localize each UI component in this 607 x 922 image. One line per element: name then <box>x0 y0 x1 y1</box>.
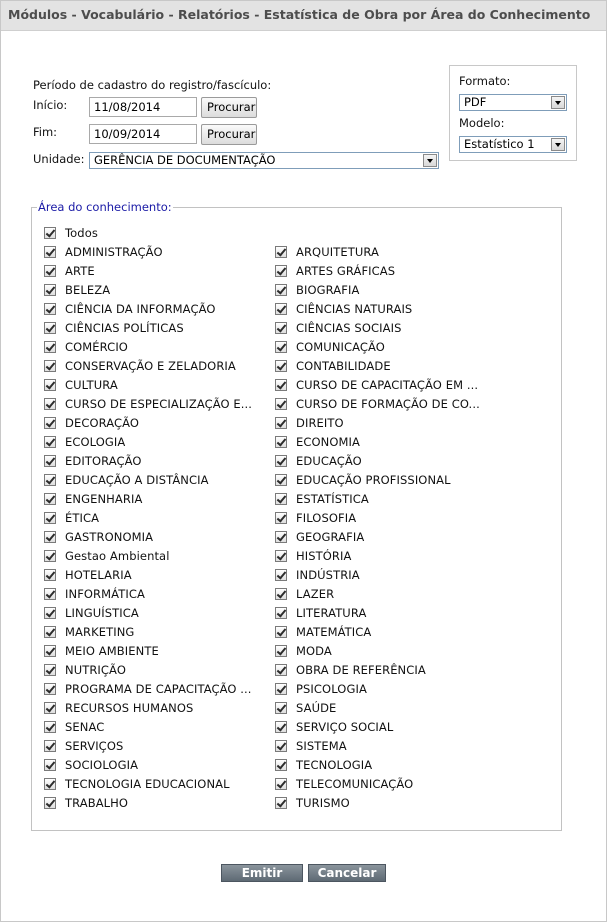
checkbox-area-right-9[interactable] <box>275 415 344 430</box>
checkbox-area-left-9[interactable] <box>44 415 139 430</box>
checkbox-checked-icon[interactable] <box>44 626 56 638</box>
checkbox-area-left-6[interactable] <box>44 358 236 373</box>
checkbox-area-right-26[interactable] <box>275 738 347 753</box>
checkbox-checked-icon[interactable] <box>44 759 56 771</box>
checkbox-area-right-10[interactable] <box>275 434 360 449</box>
procurar-fim-button[interactable]: Procurar <box>201 124 257 145</box>
checkbox-checked-icon[interactable] <box>275 759 287 771</box>
checkbox-area-left-29[interactable] <box>44 795 128 810</box>
checkbox-area-left-20[interactable] <box>44 624 134 639</box>
formato-label: Formato: <box>459 74 511 88</box>
periodo-label: Período de cadastro do registro/fascículo: <box>33 78 272 92</box>
checkbox-checked-icon[interactable] <box>275 607 287 619</box>
checkbox-checked-icon[interactable] <box>275 645 287 657</box>
checkbox-checked-icon[interactable] <box>44 607 56 619</box>
checkbox-label: SOCIOLOGIA <box>65 757 139 772</box>
checkbox-checked-icon[interactable] <box>44 569 56 581</box>
emitir-button[interactable]: Emitir <box>221 864 303 882</box>
checkbox-area-left-18[interactable] <box>44 586 145 601</box>
checkbox-checked-icon[interactable] <box>275 664 287 676</box>
checkbox-area-left-15[interactable] <box>44 529 153 544</box>
checkbox-label: PSICOLOGIA <box>296 681 367 696</box>
checkbox-area-left-23[interactable] <box>44 681 252 696</box>
checkbox-label: HISTÓRIA <box>296 548 352 563</box>
checkbox-area-right-17[interactable] <box>275 567 360 582</box>
checkbox-area-right-27[interactable] <box>275 757 372 772</box>
checkbox-area-left-13[interactable] <box>44 491 142 506</box>
checkbox-label: ÉTICA <box>65 510 100 525</box>
checkbox-checked-icon[interactable] <box>44 550 56 562</box>
checkbox-area-left-14[interactable] <box>44 510 99 525</box>
checkbox-label: MATEMÁTICA <box>296 624 372 639</box>
checkbox-area-right-24[interactable] <box>275 700 336 715</box>
checkbox-label: CURSO DE CAPACITAÇÃO EM ... <box>296 377 479 392</box>
checkbox-label: TECNOLOGIA <box>296 757 373 772</box>
checkbox-area-right-28[interactable] <box>275 776 413 791</box>
checkbox-label: TRABALHO <box>65 795 129 810</box>
checkbox-area-right-12[interactable] <box>275 472 451 487</box>
checkbox-checked-icon[interactable] <box>44 284 56 296</box>
checkbox-area-left-26[interactable] <box>44 738 123 753</box>
checkbox-area-left-2[interactable] <box>44 282 110 297</box>
checkbox-label: ARTE <box>65 263 95 278</box>
checkbox-checked-icon[interactable] <box>275 417 287 429</box>
checkbox-checked-icon[interactable] <box>44 531 56 543</box>
checkbox-area-left-24[interactable] <box>44 700 193 715</box>
checkbox-checked-icon[interactable] <box>275 455 287 467</box>
checkbox-label: OBRA DE REFERÊNCIA <box>296 662 426 677</box>
checkbox-checked-icon[interactable] <box>275 702 287 714</box>
checkbox-area-left-19[interactable] <box>44 605 139 620</box>
checkbox-checked-icon[interactable] <box>44 702 56 714</box>
checkbox-checked-icon[interactable] <box>44 455 56 467</box>
checkbox-label: LINGUÍSTICA <box>65 605 139 620</box>
checkbox-area-left-22[interactable] <box>44 662 126 677</box>
checkbox-checked-icon[interactable] <box>44 778 56 790</box>
checkbox-checked-icon[interactable] <box>44 512 56 524</box>
checkbox-label: CIÊNCIAS NATURAIS <box>296 301 413 316</box>
checkbox-area-right-3[interactable] <box>275 301 412 316</box>
checkbox-area-right-5[interactable] <box>275 339 385 354</box>
checkbox-area-right-13[interactable] <box>275 491 369 506</box>
checkbox-label: CONTABILIDADE <box>296 358 391 373</box>
checkbox-label: LITERATURA <box>296 605 367 620</box>
checkbox-label: COMÉRCIO <box>65 339 128 354</box>
checkbox-label: CIÊNCIAS POLÍTICAS <box>65 320 184 335</box>
checkbox-area-left-17[interactable] <box>44 567 132 582</box>
checkbox-area-left-10[interactable] <box>44 434 125 449</box>
modelo-select[interactable] <box>459 136 567 153</box>
checkbox-checked-icon[interactable] <box>44 379 56 391</box>
checkbox-checked-icon[interactable] <box>44 664 56 676</box>
cancelar-button[interactable]: Cancelar <box>308 864 386 882</box>
checkbox-label: EDUCAÇÃO <box>296 453 362 468</box>
unidade-select[interactable] <box>89 152 439 169</box>
checkbox-label: INFORMÁTICA <box>65 586 145 601</box>
checkbox-label: EDUCAÇÃO A DISTÂNCIA <box>65 472 209 487</box>
checkbox-checked-icon[interactable] <box>275 360 287 372</box>
checkbox-checked-icon[interactable] <box>275 626 287 638</box>
checkbox-checked-icon[interactable] <box>275 246 287 258</box>
checkbox-label: ENGENHARIA <box>65 491 143 506</box>
modelo-label: Modelo: <box>459 116 505 130</box>
fim-date-input[interactable] <box>89 124 197 144</box>
checkbox-label: GASTRONOMIA <box>65 529 154 544</box>
checkbox-checked-icon[interactable] <box>275 436 287 448</box>
checkbox-checked-icon[interactable] <box>275 550 287 562</box>
checkbox-label: SERVIÇO SOCIAL <box>296 719 394 734</box>
checkbox-label: TELECOMUNICAÇÃO <box>296 776 414 791</box>
checkbox-checked-icon[interactable] <box>275 721 287 733</box>
checkbox-area-right-11[interactable] <box>275 453 362 468</box>
checkbox-checked-icon[interactable] <box>275 493 287 505</box>
checkbox-label: FILOSOFIA <box>296 510 357 525</box>
chevron-down-icon <box>551 96 565 109</box>
checkbox-label: TURISMO <box>296 795 350 810</box>
inicio-label: Início: <box>33 98 68 112</box>
formato-select[interactable] <box>459 94 567 111</box>
checkbox-area-right-21[interactable] <box>275 643 332 658</box>
checkbox-checked-icon[interactable] <box>44 645 56 657</box>
checkbox-area-right-1[interactable] <box>275 263 395 278</box>
checkbox-checked-icon[interactable] <box>275 740 287 752</box>
fim-label: Fim: <box>33 125 58 139</box>
checkbox-label: CONSERVAÇÃO E ZELADORIA <box>65 358 236 373</box>
checkbox-area-left-16[interactable] <box>44 548 170 563</box>
modelo-select-value: Estatístico 1 <box>464 137 535 151</box>
checkbox-checked-icon[interactable] <box>275 569 287 581</box>
checkbox-area-left-3[interactable] <box>44 301 216 316</box>
checkbox-area-left-12[interactable] <box>44 472 209 487</box>
checkbox-area-right-6[interactable] <box>275 358 391 373</box>
checkbox-label: GEOGRAFIA <box>296 529 365 544</box>
checkbox-checked-icon[interactable] <box>275 398 287 410</box>
checkbox-checked-icon[interactable] <box>44 246 56 258</box>
checkbox-area-right-25[interactable] <box>275 719 393 734</box>
checkbox-label: NUTRIÇÃO <box>65 662 126 677</box>
checkbox-label: CIÊNCIAS SOCIAIS <box>296 320 402 335</box>
checkbox-area-left-5[interactable] <box>44 339 128 354</box>
checkbox-checked-icon[interactable] <box>44 341 56 353</box>
checkbox-checked-icon[interactable] <box>44 322 56 334</box>
checkbox-todos[interactable] <box>44 225 98 240</box>
checkbox-checked-icon[interactable] <box>44 721 56 733</box>
checkbox-area-right-18[interactable] <box>275 586 334 601</box>
unidade-label: Unidade: <box>33 152 85 166</box>
checkbox-checked-icon[interactable] <box>275 531 287 543</box>
checkbox-area-right-16[interactable] <box>275 548 351 563</box>
checkbox-label: SISTEMA <box>296 738 347 753</box>
checkbox-area-right-22[interactable] <box>275 662 426 677</box>
checkbox-area-left-27[interactable] <box>44 757 138 772</box>
checkbox-checked-icon[interactable] <box>275 341 287 353</box>
checkbox-area-right-20[interactable] <box>275 624 371 639</box>
checkbox-checked-icon[interactable] <box>275 474 287 486</box>
checkbox-label: RECURSOS HUMANOS <box>65 700 194 715</box>
checkbox-label: BELEZA <box>65 282 111 297</box>
page-title: Módulos - Vocabulário - Relatórios - Estatística de Obra por Área do Conhecimento <box>1 1 606 31</box>
checkbox-checked-icon[interactable] <box>275 379 287 391</box>
checkbox-checked-icon[interactable] <box>275 683 287 695</box>
checkbox-checked-icon[interactable] <box>44 303 56 315</box>
checkbox-label: EDUCAÇÃO PROFISSIONAL <box>296 472 451 487</box>
checkbox-checked-icon[interactable] <box>275 322 287 334</box>
checkbox-area-right-8[interactable] <box>275 396 480 411</box>
formato-select-value: PDF <box>464 95 487 109</box>
checkbox-label: SENAC <box>65 719 105 734</box>
procurar-inicio-button[interactable]: Procurar <box>201 97 257 118</box>
checkbox-area-right-4[interactable] <box>275 320 401 335</box>
checkbox-label: DECORAÇÃO <box>65 415 140 430</box>
checkbox-checked-icon[interactable] <box>275 265 287 277</box>
chevron-down-icon <box>423 154 437 167</box>
checkbox-checked-icon[interactable] <box>44 398 56 410</box>
checkbox-label: SAÚDE <box>296 700 337 715</box>
checkbox-label: ADMINISTRAÇÃO <box>65 244 163 259</box>
checkbox-checked-icon[interactable] <box>44 797 56 809</box>
checkbox-checked-icon[interactable] <box>44 417 56 429</box>
checkbox-area-left-0[interactable] <box>44 244 163 259</box>
checkbox-checked-icon[interactable] <box>44 360 56 372</box>
checkbox-label: ARTES GRÁFICAS <box>296 263 396 278</box>
checkbox-label: BIOGRAFIA <box>296 282 360 297</box>
checkbox-label: TECNOLOGIA EDUCACIONAL <box>65 776 230 791</box>
checkbox-label: ARQUITETURA <box>296 244 379 259</box>
checkbox-area-right-19[interactable] <box>275 605 366 620</box>
checkbox-checked-icon[interactable] <box>275 778 287 790</box>
checkbox-area-left-21[interactable] <box>44 643 159 658</box>
checkbox-label: ECONOMIA <box>296 434 360 449</box>
checkbox-checked-icon[interactable] <box>44 588 56 600</box>
checkbox-label: LAZER <box>296 586 335 601</box>
checkbox-area-left-8[interactable] <box>44 396 252 411</box>
checkbox-area-left-4[interactable] <box>44 320 184 335</box>
checkbox-area-right-7[interactable] <box>275 377 478 392</box>
checkbox-area-left-28[interactable] <box>44 776 230 791</box>
checkbox-label: ECOLOGIA <box>65 434 126 449</box>
checkbox-label: CURSO DE FORMAÇÃO DE CO... <box>296 396 480 411</box>
checkbox-area-right-14[interactable] <box>275 510 356 525</box>
checkbox-area-right-2[interactable] <box>275 282 359 297</box>
checkbox-label: SERVIÇOS <box>65 738 124 753</box>
checkbox-area-right-0[interactable] <box>275 244 379 259</box>
checkbox-checked-icon[interactable] <box>44 227 56 239</box>
checkbox-checked-icon[interactable] <box>44 474 56 486</box>
checkbox-label: CIÊNCIA DA INFORMAÇÃO <box>65 301 216 316</box>
checkbox-checked-icon[interactable] <box>275 303 287 315</box>
checkbox-label: PROGRAMA DE CAPACITAÇÃO ... <box>65 681 252 696</box>
unidade-select-value: GERÊNCIA DE DOCUMENTAÇÃO <box>94 153 276 167</box>
checkbox-label: MARKETING <box>65 624 135 639</box>
checkbox-area-right-29[interactable] <box>275 795 350 810</box>
checkbox-label: CULTURA <box>65 377 118 392</box>
checkbox-label: EDITORAÇÃO <box>65 453 142 468</box>
checkbox-area-left-25[interactable] <box>44 719 104 734</box>
checkbox-label: COMUNICAÇÃO <box>296 339 385 354</box>
checkbox-checked-icon[interactable] <box>44 265 56 277</box>
checkbox-label: HOTELARIA <box>65 567 132 582</box>
checkbox-area-left-11[interactable] <box>44 453 142 468</box>
checkbox-label: INDÚSTRIA <box>296 567 360 582</box>
checkbox-checked-icon[interactable] <box>275 512 287 524</box>
checkbox-checked-icon[interactable] <box>275 284 287 296</box>
checkbox-label: CURSO DE ESPECIALIZAÇÃO E... <box>65 396 253 411</box>
checkbox-label: MODA <box>296 643 332 658</box>
checkbox-area-left-7[interactable] <box>44 377 118 392</box>
checkbox-label: DIREITO <box>296 415 344 430</box>
checkbox-label: ESTATÍSTICA <box>296 491 369 506</box>
checkbox-checked-icon[interactable] <box>275 797 287 809</box>
checkbox-area-left-1[interactable] <box>44 263 95 278</box>
checkbox-checked-icon[interactable] <box>275 588 287 600</box>
checkbox-checked-icon[interactable] <box>44 436 56 448</box>
checkbox-label: Gestao Ambiental <box>65 548 170 563</box>
checkbox-checked-icon[interactable] <box>44 683 56 695</box>
checkbox-area-right-15[interactable] <box>275 529 364 544</box>
checkbox-label: MEIO AMBIENTE <box>65 643 159 658</box>
checkbox-area-right-23[interactable] <box>275 681 367 696</box>
checkbox-checked-icon[interactable] <box>44 493 56 505</box>
inicio-date-input[interactable] <box>89 97 197 117</box>
checkbox-checked-icon[interactable] <box>44 740 56 752</box>
chevron-down-icon <box>551 138 565 151</box>
checkbox-label: Todos <box>65 225 98 240</box>
areas-legend: Área do conhecimento: <box>38 200 172 214</box>
